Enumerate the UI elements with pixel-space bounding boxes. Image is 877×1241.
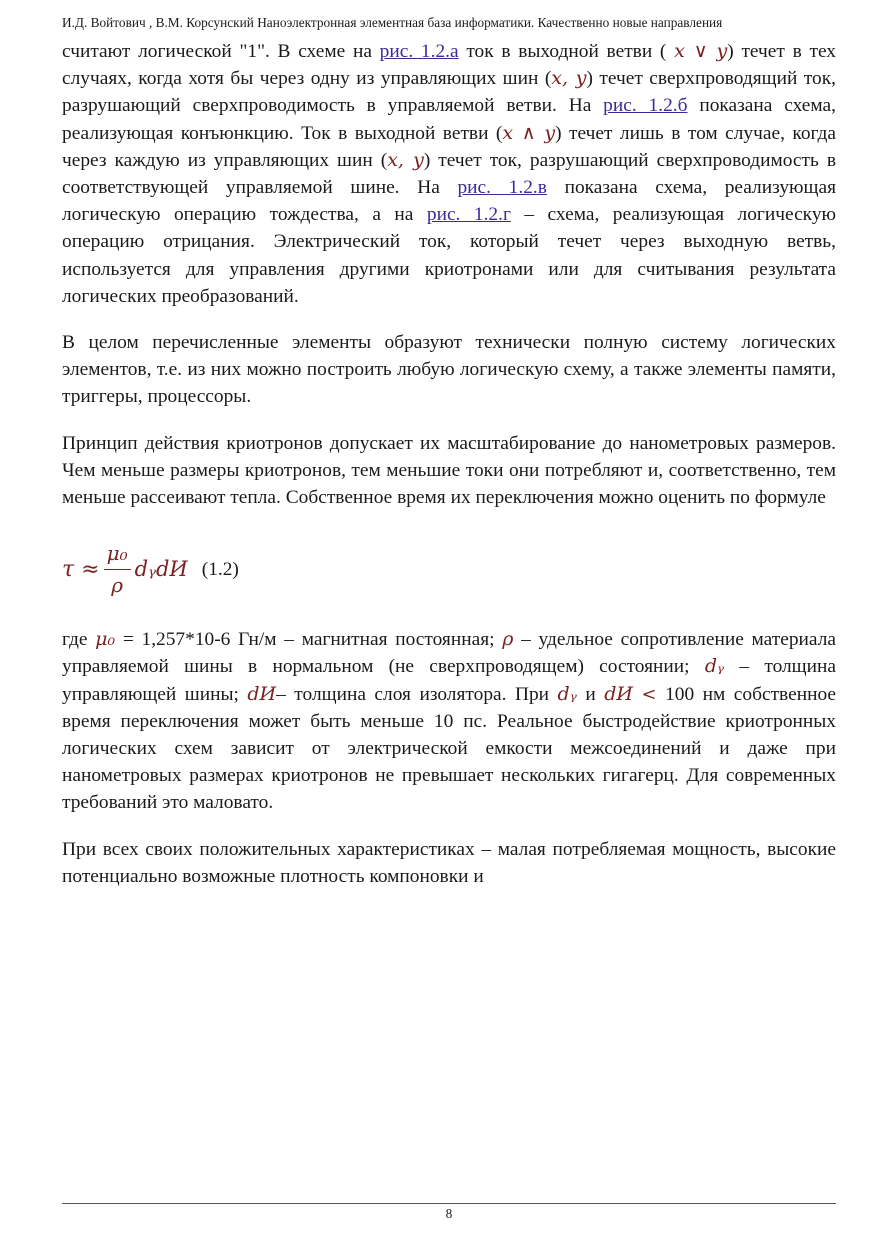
link-fig-1-2-v[interactable]: рис. 1.2.в: [457, 177, 547, 199]
math-x-y: x, y: [387, 148, 424, 171]
math-dy: dᵧ: [704, 655, 725, 678]
formula-denominator: ρ: [111, 572, 123, 597]
paragraph-scaling: Принцип действия криотронов допускает их масштабирование до нанометровых размеров. Чем меньше размеры криотронов, тем меньшие токи они потребляют и, соответственно, тем меньше рассеивают тепла. Собственное время их переключения можно оценить по формуле: [62, 432, 836, 509]
link-fig-1-2-a[interactable]: рис. 1.2.а: [379, 41, 459, 62]
footer-divider: [62, 1203, 836, 1204]
link-fig-1-2-b[interactable]: рис. 1.2.б: [603, 95, 688, 117]
math-di: dИ: [247, 682, 277, 705]
document-page: [62, 0, 836, 1241]
text-run: показана схема, реализующая логическую операцию тождества, а на: [62, 177, 836, 226]
text-run: – толщина управляющей шины;: [62, 656, 836, 705]
text-run: – толщина слоя изолятора. При: [276, 683, 558, 705]
math-di: dИ: [604, 682, 633, 705]
paragraph-complete-system: В целом перечисленные элементы образуют технически полную систему логических элементов, т.е. из них можно построить любую логическую схему, а также элементы памяти, триггеры, процессоры.: [62, 332, 836, 408]
math-x-and-y: x ∧ y: [502, 121, 556, 144]
text-run: 100 нм собственное время переключения может быть меньше 10 пс. Реальное быстродействие криотронных логических схем зависит от электрической емкости межсоединений и даже при нанометровых размерах криотронов не превышает нескольких гигагерц. Для современных требований это маловато.: [62, 683, 836, 814]
formula-1-2: [62, 530, 836, 608]
text-run: где: [62, 629, 96, 651]
text-run: и: [576, 683, 605, 705]
link-fig-1-2-g[interactable]: рис. 1.2.г: [426, 204, 511, 226]
math-x-y: x, y: [551, 67, 587, 90]
math-dy: dᵧ: [557, 682, 577, 705]
formula-lhs: τ ≈: [62, 556, 100, 582]
running-header: И.Д. Войтович , В.М. Корсунский Наноэлектронная элементная база информатики. Качественно новые направления: [62, 15, 723, 30]
paragraph-advantages: При всех своих положительных характеристиках – малая потребляемая мощность, высокие потенциально возможные плотность компоновки и: [62, 838, 836, 887]
formula-fraction: [104, 540, 131, 599]
formula-numerator: μ₀: [104, 540, 131, 570]
math-less-than: <: [641, 683, 657, 705]
text-run: – удельное сопротивление материала управляемой шины в нормальном (не сверхпроводящем) состоянии;: [62, 629, 836, 678]
formula-tail: dᵧdИ: [134, 556, 188, 581]
math-x-or-y: x ∨ y: [674, 40, 728, 62]
text-run: ток в выходной ветви (: [458, 41, 667, 62]
text-run: ) течет ток, разрушающий сверхпроводимость в соответствующей управляемой шине. На: [62, 149, 836, 199]
text-run: – схема, реализующая логическую операцию отрицания. Электрический ток, который течет через выходную ветвь, используется для управления другими криотронами или для считывания результата логических преобразований.: [62, 204, 837, 307]
text-run: ) течет сверхпроводящий ток, разрушающий сверхпроводимость в управляемой ветви. На: [62, 68, 837, 117]
page-content: [62, 38, 836, 909]
text-run: ) течет в тех случаях, когда хотя бы через одну из управляющих шин (: [62, 41, 836, 90]
text-run: считают логической "1". В схеме на: [62, 41, 380, 62]
paragraph-where: [62, 626, 836, 816]
page-number: 8: [445, 1206, 453, 1221]
equation-number: (1.2): [201, 558, 239, 580]
math-mu0: μ₀: [95, 628, 116, 651]
text-run: показана схема, реализующая конъюнкцию. Ток в выходной ветви (: [62, 95, 836, 144]
math-rho: ρ: [502, 628, 514, 651]
paragraph-logic-circuits: [62, 38, 836, 310]
text-run: ) течет лишь в том случае, когда через каждую из управляющих шин (: [62, 122, 837, 171]
text-run: = 1,257*10-6 Гн/м – магнитная постоянная;: [122, 629, 503, 651]
